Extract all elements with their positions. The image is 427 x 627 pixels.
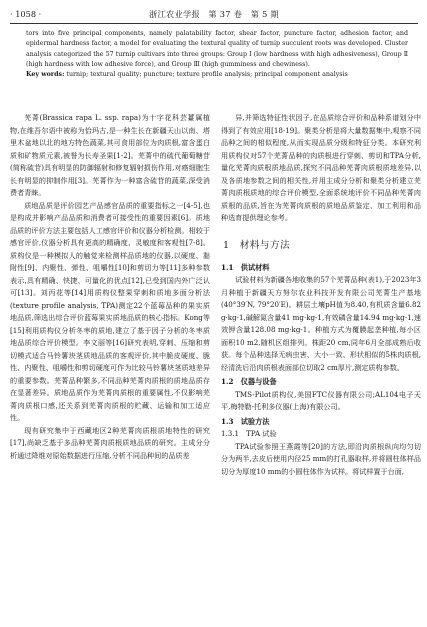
subsection-1-3: 1.3 试验方法 [221,416,270,426]
keywords-line [26,70,408,80]
subsection-1-1: 1.1 供试材料 [221,262,270,272]
keywords-text: turnip; textural quality; puncture; texture profile analysis; principal component analysis [64,71,348,79]
subsection-1-2: 1.2 仪器与设备 [221,377,277,386]
abstract-paragraph: tors into five principal components, namely palatability factor, shear factor, puncture factor, adhesion factor, and epidermal hardness factor, a model for evaluating the textural quality of turnip succulent roots was developed. Cluster analysis categorized the 57 turnip cultivars into three groups: Group Ⅰ (low hardness with high adhesiveness), Group Ⅱ (high hardness with low adhesive force), and Group Ⅲ (high gumminess and chewiness). [26,30,408,68]
section-heading-materials: 1 材料与方法 [223,239,291,251]
materials-paragraph: 试验材料为新疆各地收集的57个芜菁品种(表1),于2023年3月种植于新疆天方努尔农业科技开发有限公司芜菁生产基地(40°39′N, 79°20′E)。耕层土壤pH值为8.40,有机质含量6.82 g·kg-1,碱解氮含量41 mg·kg-1,有效磷含量14.94 mg·kg-1,速效钾含量128.08 mg·kg-1。种植方式为覆膜起垄种植,每小区面积10 m2,随机区组排列。株距20 cm,同年6月全部成熟后收获。每个品种选择无病虫害、大小一致、形状相似的5株肉质根,经清洗后沿肉质根表面部位切取2 cm厚片,测定质构参数。 [221,275,421,372]
page-number: · 1058 · [10,9,42,19]
intro-paragraph-2: 质地品质是评价园艺产品感官品质的重要指标之一[4-5],也是构成并影响产品品质和消费者可接受性的重要因素[6]。质地品质的评价方法主要包括人工感官评价和仪器分析检测。相较于感官评价,仪器分析具有更高的精确度、灵敏度和客观性[7-8]。质构仪是一种模拟人的触觉来检测样品质地的仪器,以硬度、黏附性[9]、内聚性、弹性、咀嚼性[10]和剪切力等[11]多种参数表示,具有精确、快捷、可量化的优点[12],已受到国内外广泛认可[13]。刘丙花等[14]用质构仪整果穿刺和质地多面分析法(texture profile analysis, TPA)测定22个蓝莓品种的果实质地品质,筛选出综合评价蓝莓果实质地品质的核心指标。Kong等[15]利用质构仪分析冬枣的质地,建立了基于因子分析的冬枣质地品质综合评价模型。李文丽等[16]研究表明,穿刺、压缩和剪切模式适合马铃薯块茎质地品质的客观评价,其中脆皮硬度、脆性、内聚性、咀嚼性和剪切硬度可作为比较马铃薯块茎质地差异的重要参数。芜菁品种繁多,不同品种芜菁肉质根的质地品质存在显著差异。质地品质作为芜菁肉质根的重要属性,不仅影响芜菁肉质根口感,还关系到芜菁肉质根的贮藏、运输和加工适应性。 [10,200,210,422]
intro-paragraph-1: 芜菁(Brassica rapa L. ssp. rapa)为十字花科芸薹属植物,在维吾尔语中被称为恰玛古,是一种生长在新疆天山以南、塔里木盆地以北的地方特色蔬菜,其可食用部位为肉质根,富含蛋白质和矿物质元素,被誉为长寿圣果[1-2]。芜菁中的硫代葡萄糖苷(简称硫苷)具有明显的防御辐射和修复辐射损伤作用,对癌细胞生长有明显的抑制作用[3]。芜菁作为一种富含硫苷的蔬菜,深受消费者青睐。 [10,113,210,197]
intro-paragraph-3: 现有研究集中于西藏地区2种芜菁肉质根质地特性的研究[17],尚缺乏基于多品种芜菁肉质根质地品质的研究。主成分分析通过降维对原始数据进行压缩,分析不同品种间的品质差 [10,425,210,460]
keywords-label: Key words: [26,71,65,79]
english-abstract [26,29,408,80]
instruments-paragraph: TMS-Pilot质构仪,美国FTC仪器有限公司;AL104电子天平,梅特勒-托利多仪器(上海)有限公司。 [221,389,421,411]
page-header [10,9,418,23]
right-column [221,112,421,478]
tpa-paragraph: TPA试验参照王燕霞等[20]的方法,即沿肉质根纵向均匀切分为两半,去皮后使用内径25 mm的打孔器取样,并将圆柱体样品切分为厚度10 mm的小圆柱体作为试样。将试样置于台面, [221,441,421,476]
left-column [10,112,210,462]
journal-title: 浙江农业学报 第 37 卷 第 5 期 [149,9,279,19]
subsection-1-3-1: 1.3.1 TPA 试验 [221,429,277,438]
intro-paragraph-4: 异,并筛选特征性状因子,在品质综合评价和品种系谱划分中得到了有效应用[18-19]。聚类分析是将大量数据集中,观察不同品种之间的相似程度,从而实现品质分级和特征分类。本研究利用质构仪对57个芜菁品种的肉质根进行穿刺、剪切和TPA分析,量化芜菁肉质根质地品质,探究不同品种芜菁肉质根质地差异,以及各质地参数之间的相关性,并用主成分分析和聚类分析建立芜菁肉质根质地的综合评价模型,全面系统地评价不同品种芜菁肉质根的品质,旨在为芜菁肉质根的质地品质鉴定、加工利用和品种选育提供理论参考。 [221,113,421,222]
header-rule [10,23,418,24]
